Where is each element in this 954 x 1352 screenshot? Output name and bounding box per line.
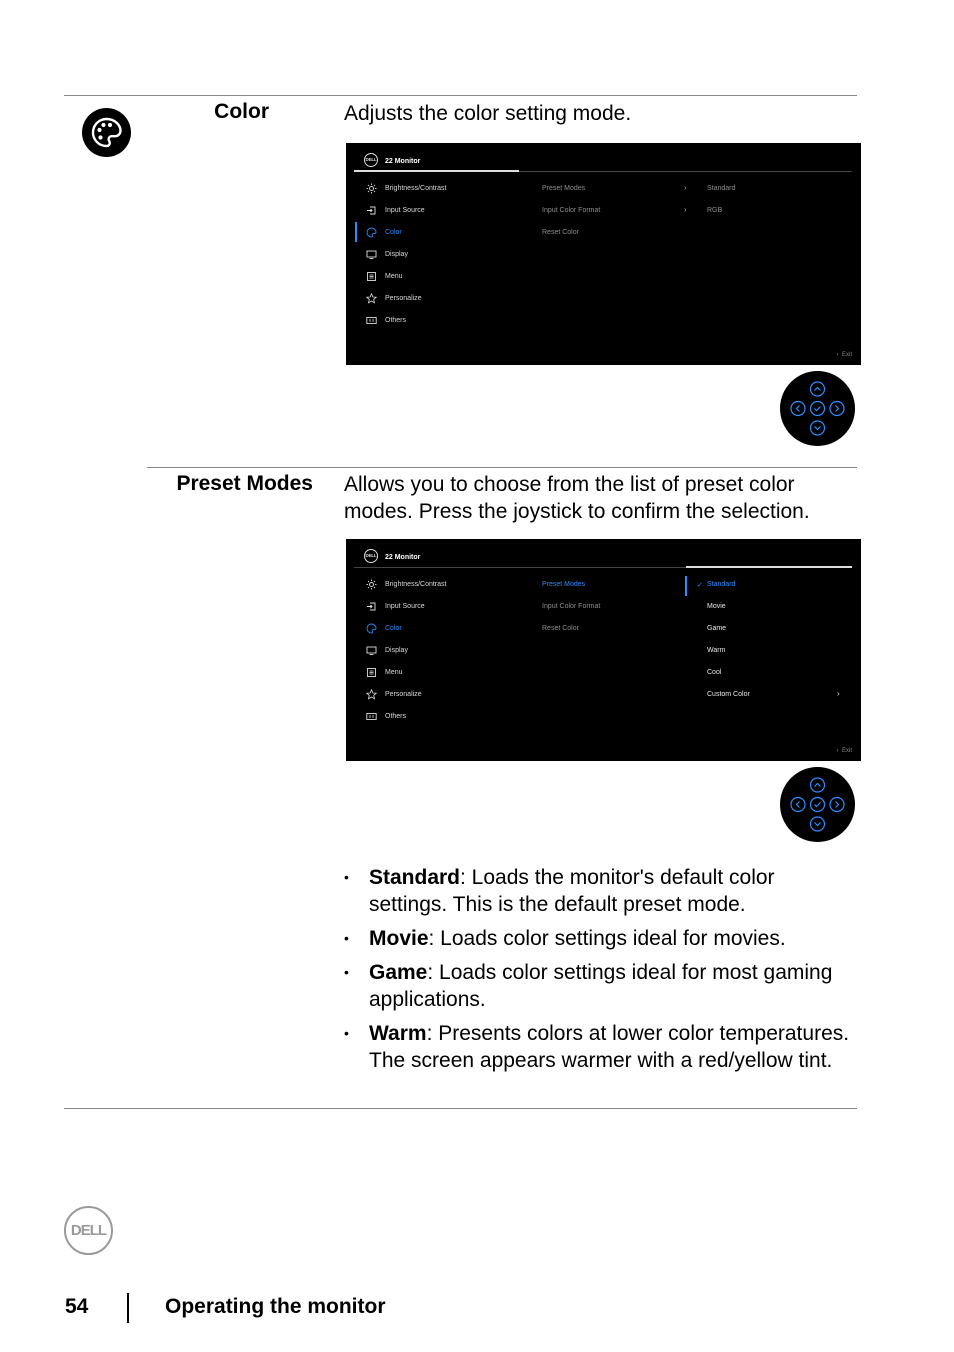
osd-sub-reset-color[interactable]: Reset Color — [542, 229, 579, 236]
star-icon — [366, 689, 377, 700]
chevron-right-icon: › — [837, 689, 840, 698]
input-source-icon — [366, 601, 377, 612]
chevron-left-icon: ‹ — [836, 748, 839, 754]
checkmark-icon: ✓ — [697, 582, 703, 589]
osd-menu-brightness-contrast[interactable]: Brightness/Contrast — [366, 181, 446, 195]
osd-menu-input-source[interactable]: Input Source — [366, 203, 425, 217]
osd-menu-personalize[interactable]: Personalize — [366, 291, 422, 305]
osd-sub-input-color-format[interactable]: Input Color Format — [542, 207, 601, 214]
chevron-right-icon: › — [684, 205, 687, 214]
osd-title: 22 Monitor — [385, 554, 421, 561]
osd-option-indicator — [685, 576, 687, 596]
color-icon — [366, 623, 377, 634]
row-title-color: Color — [214, 100, 269, 123]
osd-sub-preset-modes[interactable]: Preset Modes — [542, 581, 586, 588]
bottom-divider — [64, 1108, 857, 1109]
dell-logo-icon: DELL — [364, 549, 378, 563]
osd-active-indicator — [355, 222, 357, 242]
osd-option-standard[interactable]: Standard — [707, 581, 736, 588]
brightness-icon — [366, 579, 377, 590]
menu-icon — [366, 271, 377, 282]
osd-menu-brightness-contrast[interactable]: Brightness/Contrast — [366, 577, 446, 591]
row-title-preset-modes: Preset Modes — [176, 472, 313, 495]
osd-menu-menu[interactable]: Menu — [366, 269, 403, 283]
preset-mode-list — [344, 864, 854, 1081]
others-icon — [366, 711, 377, 722]
osd-option-custom-color[interactable]: Custom Color — [707, 691, 750, 698]
osd-exit[interactable]: ‹ Exit — [836, 352, 852, 358]
dell-logo-icon: DELL — [364, 153, 378, 167]
osd-option-cool[interactable]: Cool — [707, 669, 722, 676]
osd-menu-menu[interactable]: Menu — [366, 665, 403, 679]
osd-menu-display[interactable]: Display — [366, 643, 408, 657]
list-item: • Standard: Loads the monitor's default color settings. This is the default preset mode. — [344, 866, 775, 916]
display-icon — [366, 249, 377, 260]
dell-logo: DELL — [64, 1206, 113, 1255]
osd-menu-color[interactable]: Color — [366, 225, 402, 239]
display-icon — [366, 645, 377, 656]
others-icon — [366, 315, 377, 326]
star-icon — [366, 293, 377, 304]
row-description-preset-modes: Allows you to choose from the list of preset color modes. Press the joystick to confirm the selection. — [344, 473, 810, 523]
osd-value-color-format: RGB — [707, 207, 723, 214]
osd-header-highlight — [686, 566, 852, 568]
chevron-right-icon: › — [684, 183, 687, 192]
osd-sub-input-color-format[interactable]: Input Color Format — [542, 603, 601, 610]
list-item: • Movie: Loads color settings ideal for movies. — [344, 927, 786, 950]
osd-option-warm[interactable]: Warm — [707, 647, 726, 654]
osd-menu-input-source[interactable]: Input Source — [366, 599, 425, 613]
osd-option-movie[interactable]: Movie — [707, 603, 726, 610]
row-divider — [147, 467, 857, 468]
list-item: • Warm: Presents colors at lower color temperatures. The screen appears warmer with a red/yellow tint. — [344, 1022, 850, 1072]
brightness-icon — [366, 183, 377, 194]
menu-icon — [366, 667, 377, 678]
osd-sub-preset-modes[interactable]: Preset Modes — [542, 185, 586, 192]
footer-separator — [127, 1293, 129, 1323]
osd-header-highlight — [354, 170, 519, 172]
osd-title: 22 Monitor — [385, 158, 421, 165]
osd-value-preset-mode: Standard — [707, 185, 736, 192]
joystick-icon — [780, 371, 855, 446]
row-description-color: Adjusts the color setting mode. — [344, 102, 632, 125]
color-palette-icon — [82, 108, 131, 157]
input-source-icon — [366, 205, 377, 216]
list-item: • Game: Loads color settings ideal for most gaming applications. — [344, 961, 833, 1011]
color-icon — [366, 227, 377, 238]
chevron-left-icon: ‹ — [836, 352, 839, 358]
osd-screenshot-preset-modes — [346, 539, 861, 761]
osd-exit[interactable]: ‹ Exit — [836, 748, 852, 754]
footer-section-title: Operating the monitor — [165, 1295, 386, 1318]
joystick-icon — [780, 767, 855, 842]
osd-option-game[interactable]: Game — [707, 625, 727, 632]
osd-menu-others[interactable]: Others — [366, 313, 406, 327]
top-divider — [64, 95, 857, 96]
osd-menu-personalize[interactable]: Personalize — [366, 687, 422, 701]
osd-menu-color[interactable]: Color — [366, 621, 402, 635]
osd-menu-display[interactable]: Display — [366, 247, 408, 261]
page-number: 54 — [65, 1295, 89, 1318]
osd-menu-others[interactable]: Others — [366, 709, 406, 723]
osd-sub-reset-color[interactable]: Reset Color — [542, 625, 579, 632]
osd-screenshot-color — [346, 143, 861, 365]
